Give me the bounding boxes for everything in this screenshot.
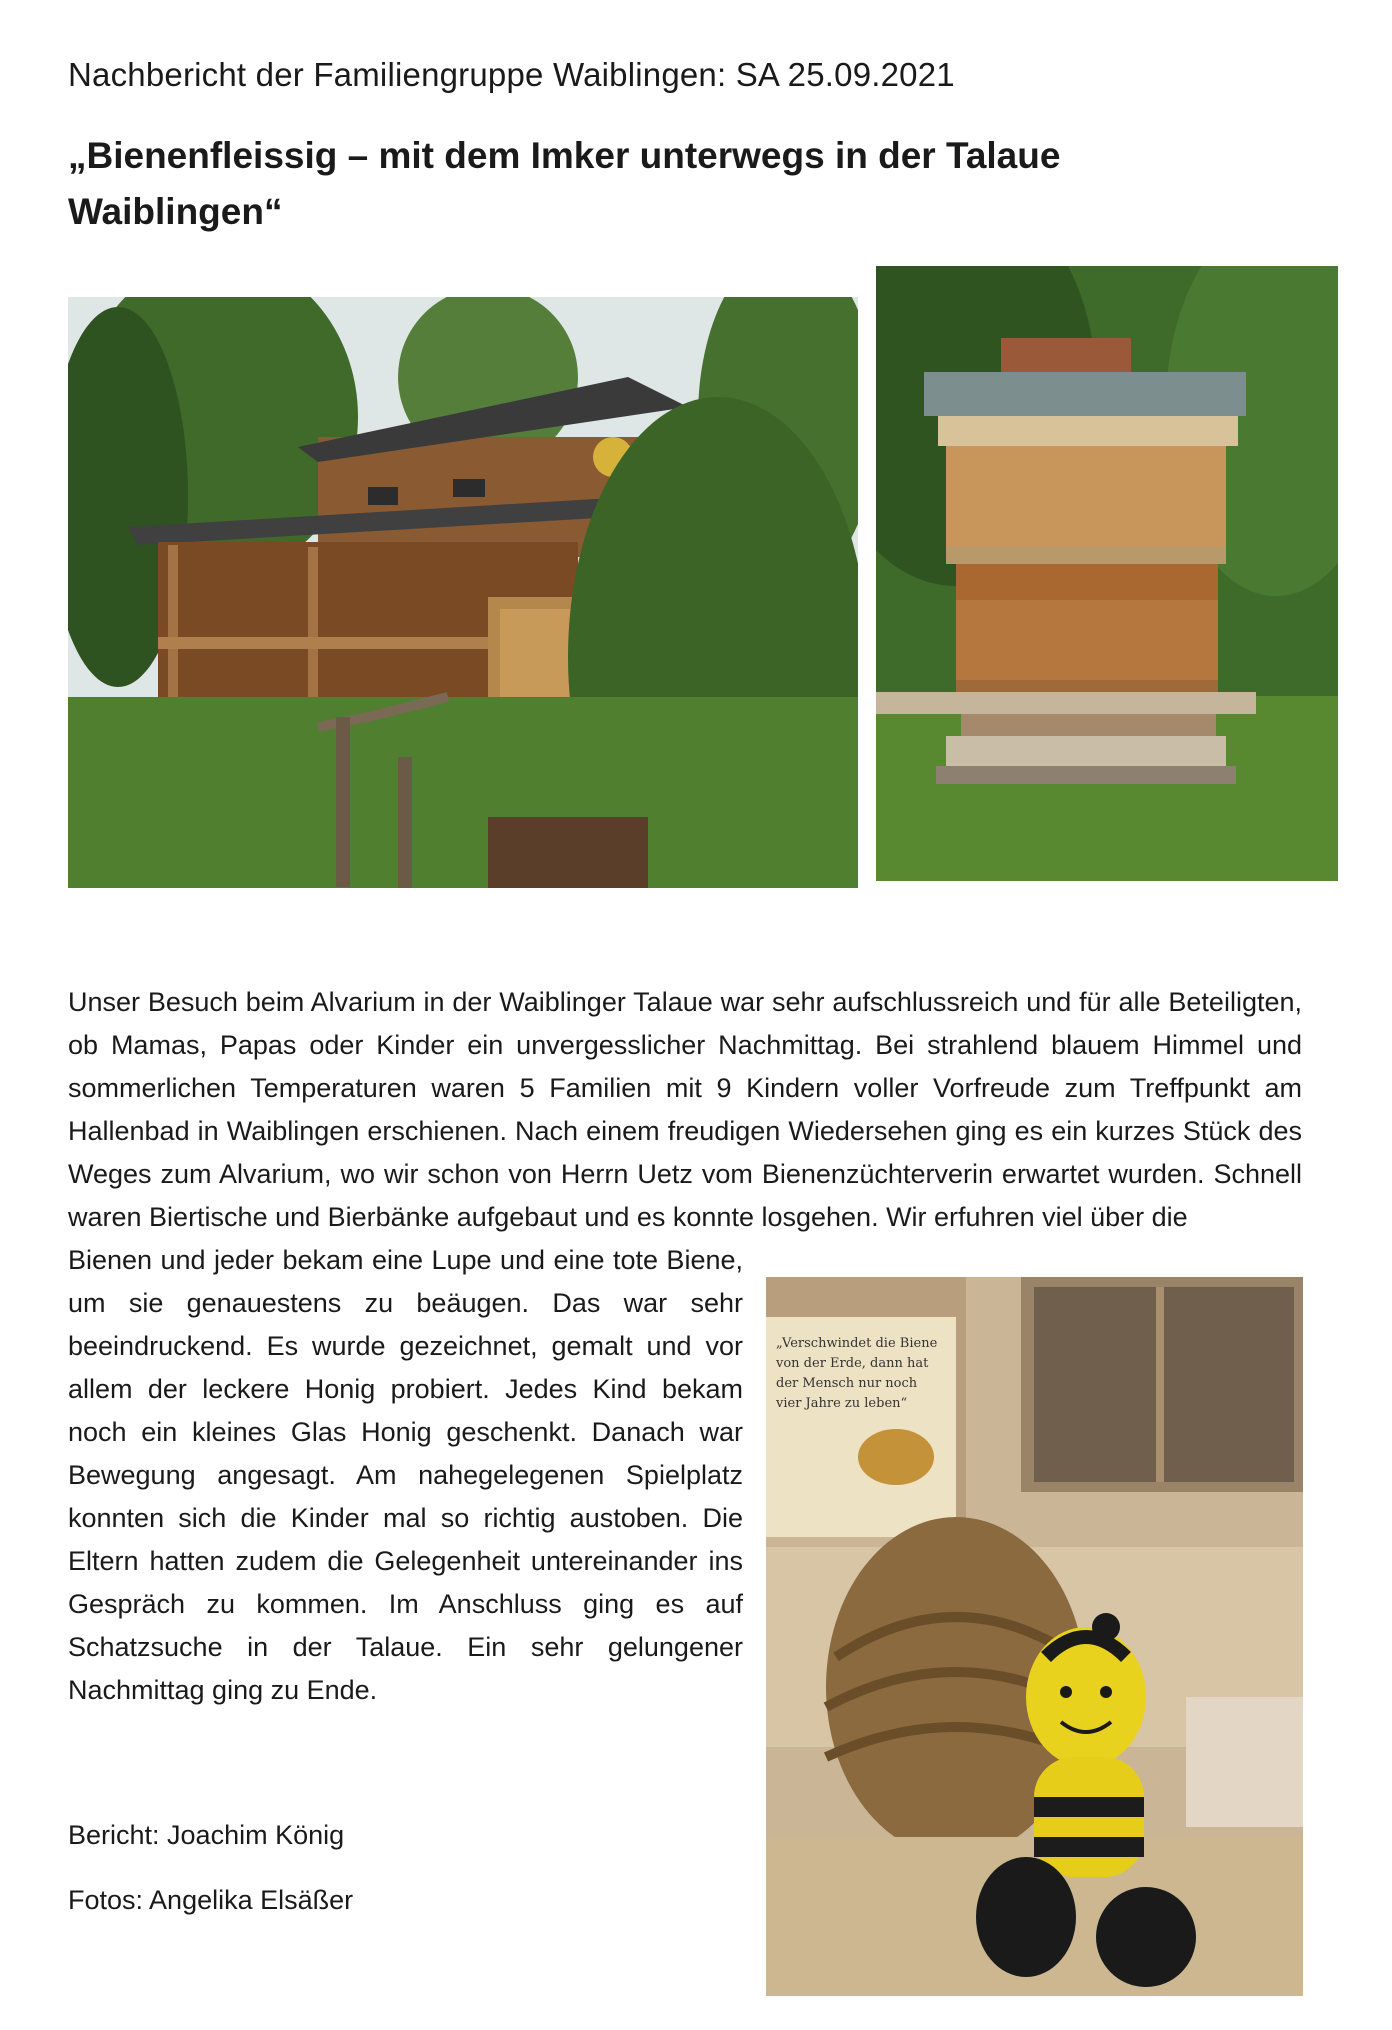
beehive-box-photo (876, 266, 1338, 881)
bee-plush-and-skep-photo (766, 1277, 1303, 1996)
svg-text:von der Erde, dann hat: von der Erde, dann hat (776, 1356, 929, 1371)
article-body-narrow: Bienen und jeder bekam eine Lupe und eine tote Biene, um sie genauestens zu beäugen. Das war sehr beeindruckend. Es wurde gezeichnet, gemalt und vor allem der leckere Honig probiert. Jedes Kind bekam noch ein kleines Glas Honig geschenkt. Danach war Bewegung angesagt. Am nahegelegenen Spielplatz konnten sich die Kinder mal so richtig austoben. Die Eltern hatten zudem die Gelegenheit untereinander ins Gespräch zu kommen. Im Anschluss ging es auf Schatzsuche in der Talaue. Ein sehr gelungener Nachmittag ging zu Ende. (68, 1245, 743, 1705)
article-body-wide: Unser Besuch beim Alvarium in der Waiblinger Talaue war sehr aufschlussreich und für alle Beteiligten, ob Mamas, Papas oder Kinder ein unvergesslicher Nachmittag. Bei strahlend blauem Himmel und sommerlichen Temperaturen waren 5 Familien mit 9 Kindern voller Vorfreude zum Treffpunkt am Hallenbad in Waiblingen erschienen. Nach einem freudigen Wiedersehen ging es ein kurzes Stück des Weges zum Alvarium, wo wir schon von Herrn Uetz vom Bienenzüchterverin erwartet wurden. Schnell waren Biertische und Bierbänke aufgebaut und es konnte losgehen. Wir erfuhren viel über die (68, 987, 1302, 1232)
svg-text:vier Jahre zu leben“: vier Jahre zu leben“ (776, 1396, 908, 1411)
bee-toy-photo (766, 1277, 1303, 1996)
svg-text:der Mensch nur noch: der Mensch nur noch (776, 1376, 918, 1391)
wooden-bee-house-photo (68, 297, 858, 888)
report-credit: Bericht: Joachim König (68, 1820, 345, 1850)
poster-text: „Verschwindet die Biene (776, 1336, 938, 1351)
report-header: Nachbericht der Familiengruppe Waiblingen: SA 25.09.2021 (68, 56, 955, 93)
photo-credit: Fotos: Angelika Elsäßer (68, 1885, 354, 1915)
headline: „Bienenfleissig – mit dem Imker unterwegs in der Talaue Waiblingen“ (68, 135, 1061, 232)
alvarium-photo (68, 297, 858, 888)
beehive-photo (876, 266, 1338, 881)
